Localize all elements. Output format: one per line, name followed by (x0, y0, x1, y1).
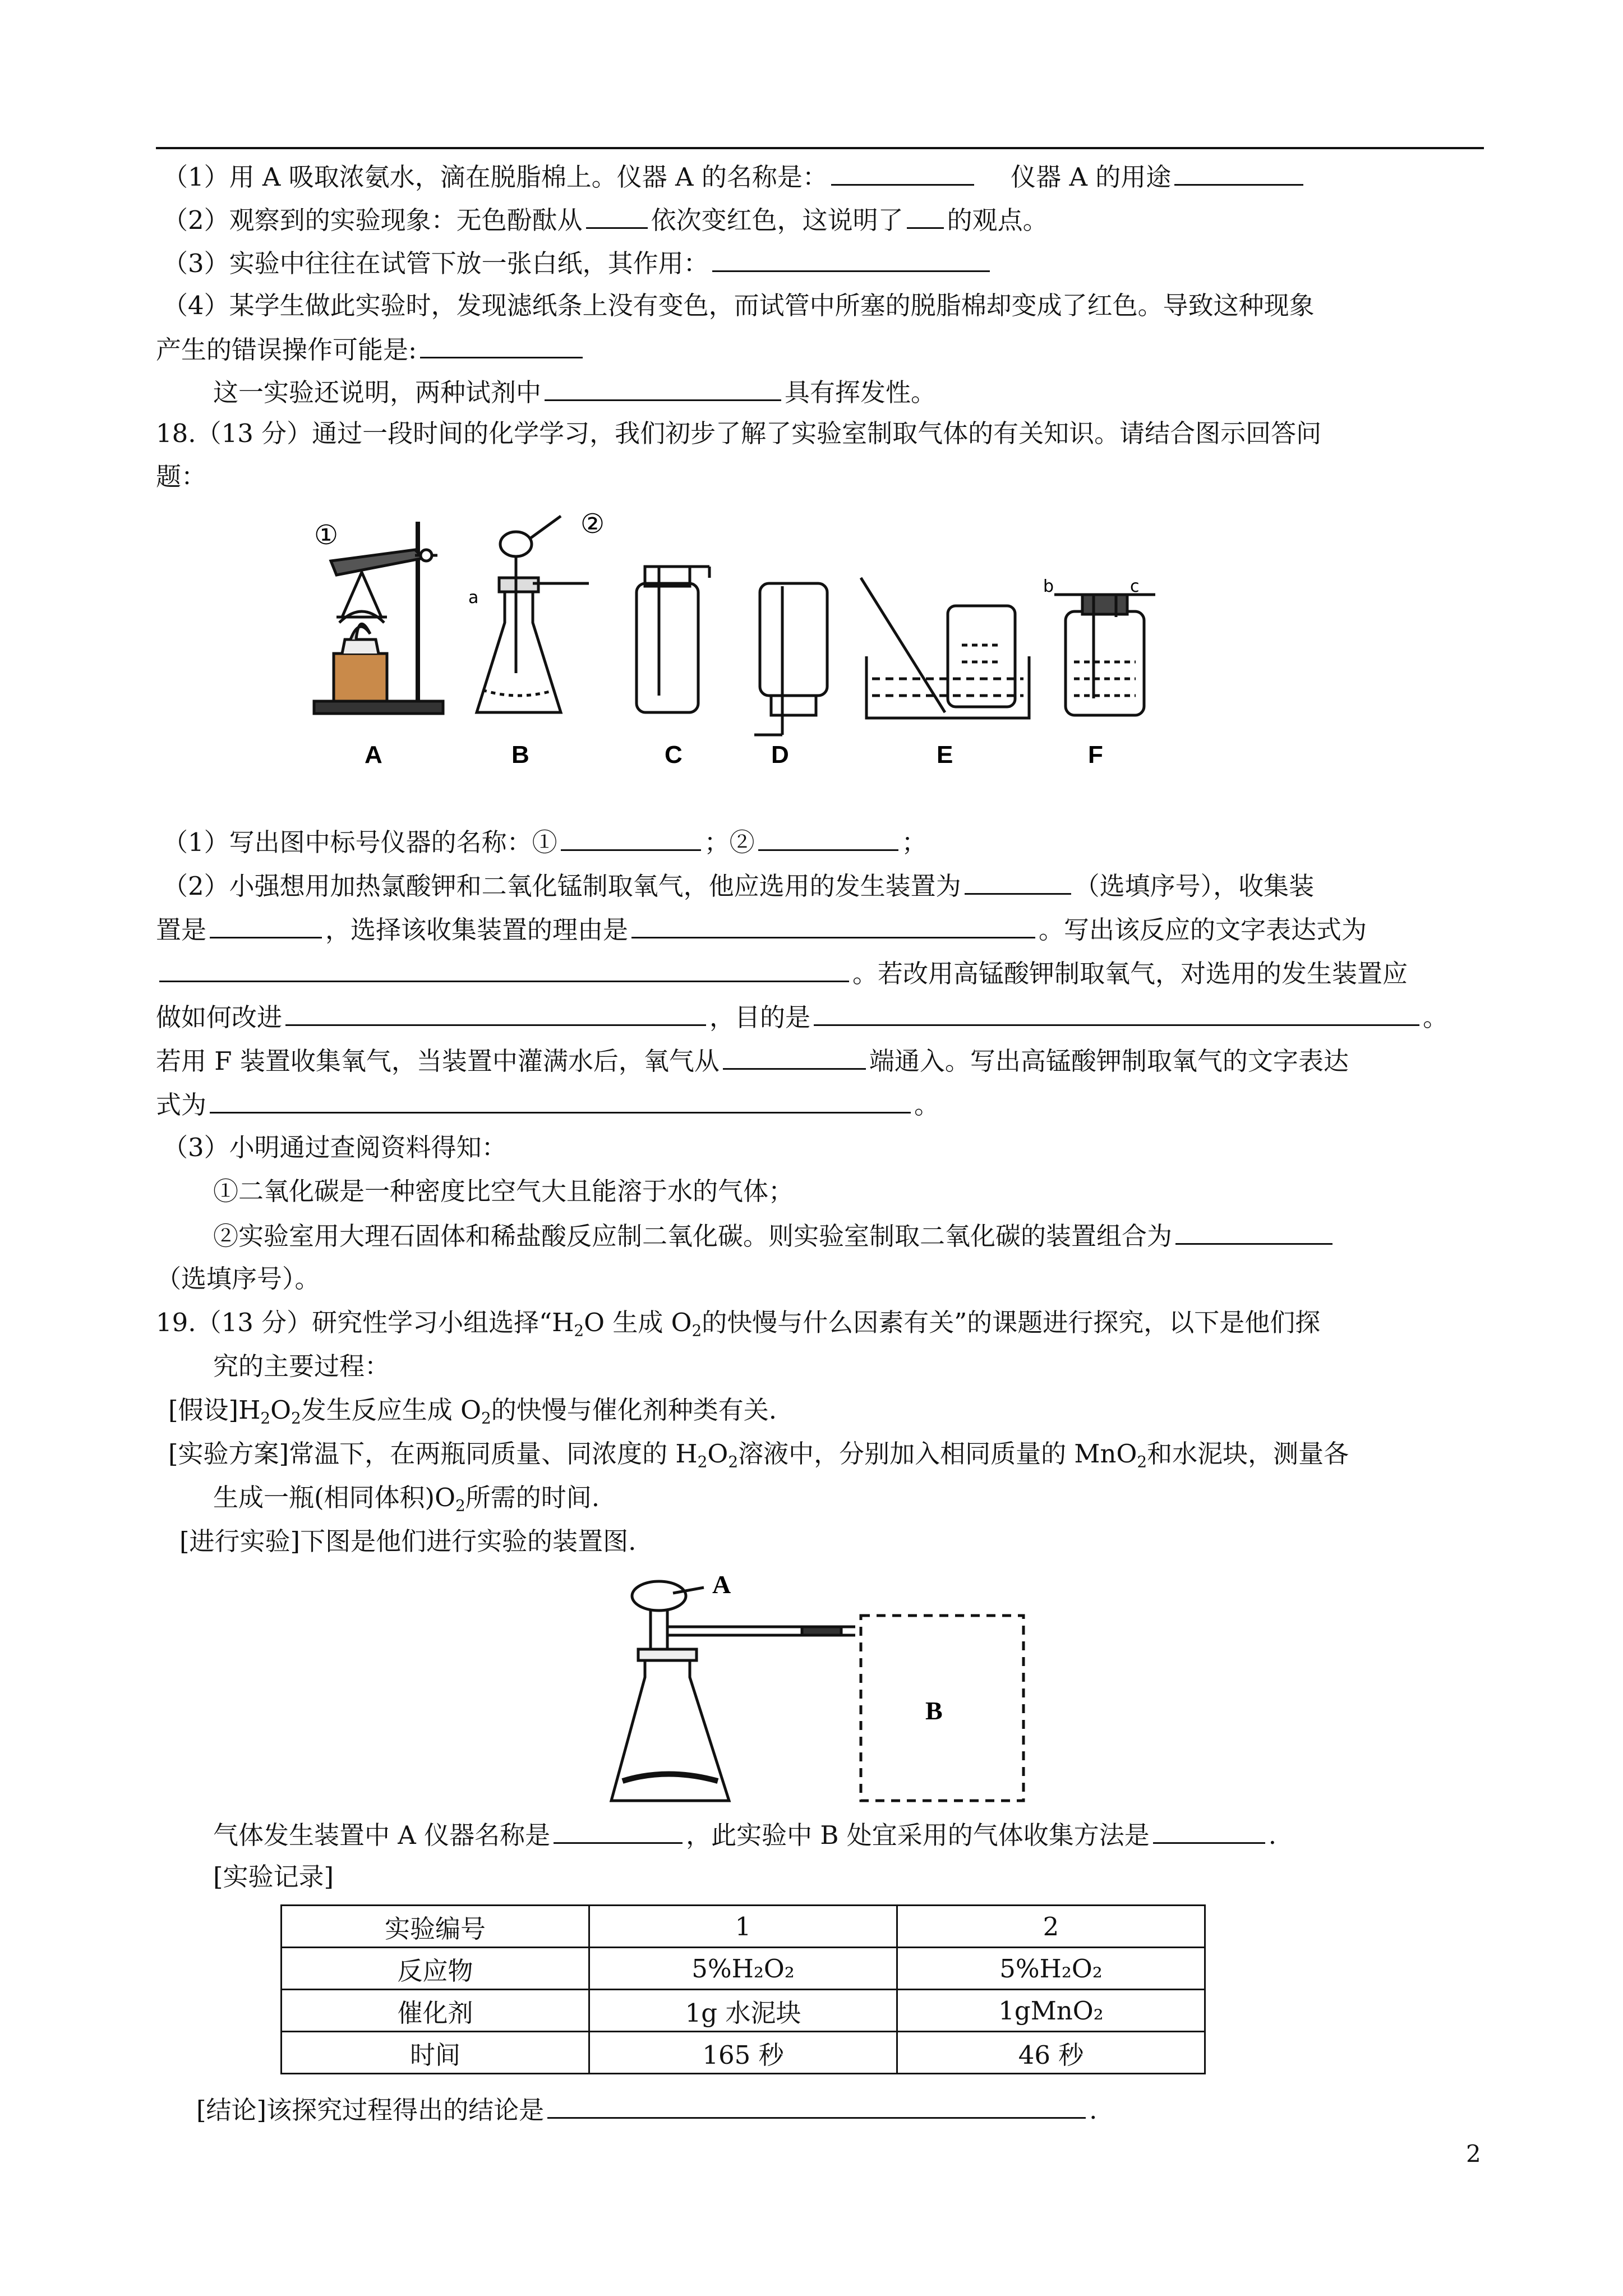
q18-part-2-line-3: 。若改用高锰酸钾制取氧气，对选用的发生装置应 (156, 956, 1408, 991)
q18-part-3-intro: （3）小明通过查阅资料得知： (163, 1133, 507, 1162)
q18-intro-2: 题： (156, 462, 207, 491)
table-cell: 时间 (282, 2032, 589, 2074)
q17-line-4: （4）某学生做此实验时，发现滤纸条上没有变色，而试管中所塞的脱脂棉却变成了红色。导致这种现象 (163, 291, 1315, 320)
table-row (282, 1906, 1205, 1948)
apparatus-e (861, 578, 1029, 718)
q18-part-3-tail: （选填序号）。 (156, 1264, 320, 1294)
table-cell: 5%H₂O₂ (589, 1948, 897, 1990)
answer-blank[interactable] (210, 912, 322, 938)
experiment-record-table (280, 1904, 1206, 2074)
table-cell: 1g 水泥块 (589, 1990, 897, 2032)
answer-blank[interactable] (1175, 1218, 1332, 1245)
answer-blank[interactable] (631, 912, 1035, 938)
label-e: E (937, 741, 953, 769)
table-cell: 反应物 (282, 1948, 589, 1990)
mark-b: b (1043, 577, 1054, 596)
answer-blank[interactable] (723, 1043, 866, 1070)
answer-blank[interactable] (586, 203, 648, 229)
answer-blank[interactable] (545, 375, 781, 401)
q19-hypothesis: [假设]$H_2O_2$发生反应生成 $O_2$的快慢与催化剂种类有关. (168, 1395, 777, 1428)
q18-part-2-line-1: （2）小强想用加热氯酸钾和二氧化锰制取氧气，他应选用的发生装置为 （选填序号），收集装 (163, 868, 1314, 903)
q18-part-2-line-4: 做如何改进 ，目的是 。 (156, 1000, 1448, 1034)
label-d: D (771, 741, 789, 769)
q17-line-3: （3）实验中往往在试管下放一张白纸，其作用： (163, 246, 993, 280)
q18-part-1: （1）写出图中标号仪器的名称：① ；② ； (163, 825, 927, 859)
mark-circled-2: ② (580, 508, 605, 540)
answer-blank[interactable] (758, 825, 898, 851)
answer-blank[interactable] (1174, 159, 1303, 186)
label-b: B (925, 1696, 943, 1725)
table-row (282, 1990, 1205, 2032)
answer-blank[interactable] (1153, 1818, 1265, 1844)
label-a: A (365, 741, 382, 769)
q19-plan-1: [实验方案]常温下，在两瓶同质量、同浓度的 $H_2O_2$溶液中，分别加入相同质量的 MnO$_2$和水泥块，测量各 (168, 1439, 1349, 1471)
table-row (282, 1948, 1205, 1990)
apparatus-figure (303, 505, 1178, 774)
q17-line-2: （2）观察到的实验现象：无色酚酞从 依次变红色，这说明了 的观点。 (163, 203, 1048, 237)
answer-blank[interactable] (814, 1000, 1419, 1026)
q18-part-2-line-2: 置是 ，选择该收集装置的理由是 。写出该反应的文字表达式为 (156, 912, 1367, 947)
q18-part-2-line-5: 若用 F 装置收集氧气，当装置中灌满水后，氧气从 端通入。写出高锰酸钾制取氧气的文字表达 (156, 1043, 1349, 1078)
q19-plan-2: 生成一瓶(相同体积)$O_2$所需的时间. (213, 1483, 600, 1515)
table-cell: 实验编号 (282, 1906, 589, 1948)
answer-blank[interactable] (831, 159, 974, 186)
table-cell: 1gMnO₂ (897, 1990, 1205, 2032)
mark-circled-1: ① (314, 519, 339, 551)
apparatus-c (637, 567, 709, 712)
apparatus-f (1054, 595, 1155, 715)
answer-blank[interactable] (210, 1087, 911, 1114)
q18-part-2-line-6: 式为 。 (156, 1087, 939, 1122)
header-rule (156, 147, 1484, 149)
q19-conclusion: [结论]该探究过程得出的结论是 . (196, 2092, 1097, 2127)
answer-blank[interactable] (285, 1000, 706, 1026)
answer-blank[interactable] (554, 1818, 683, 1844)
q19-intro-2: 究的主要过程： (213, 1351, 390, 1381)
label-c: C (665, 741, 683, 769)
answer-blank[interactable] (561, 825, 701, 851)
label-f: F (1088, 741, 1103, 769)
answer-blank[interactable] (965, 868, 1071, 895)
answer-blank[interactable] (907, 203, 944, 229)
answer-blank[interactable] (420, 332, 583, 358)
mark-c: c (1130, 577, 1140, 596)
answer-blank[interactable] (712, 246, 990, 272)
table-cell: 46 秒 (897, 2032, 1205, 2074)
table-row (282, 2032, 1205, 2074)
q18-part-3-fact-1: ①二氧化碳是一种密度比空气大且能溶于水的气体； (213, 1176, 794, 1206)
apparatus-d (754, 583, 827, 735)
q17-line-6: 这一实验还说明，两种试剂中 具有挥发性。 (213, 375, 936, 409)
q19-experiment: [进行实验]下图是他们进行实验的装置图. (179, 1526, 637, 1556)
mark-a: a (468, 588, 479, 608)
table-cell: 2 (897, 1906, 1205, 1948)
label-b: B (511, 741, 529, 769)
q19-intro-1: 19.（13 分）研究性学习小组选择“$H_2O$ 生成 $O_2$的快慢与什么因素有关”的课题进行探究，以下是他们探 (156, 1308, 1321, 1340)
answer-blank[interactable] (547, 2092, 1086, 2119)
q17-line-1: （1）用 A 吸取浓氨水，滴在脱脂棉上。仪器 A 的名称是： 仪器 A 的用途 (163, 159, 1307, 194)
q19-gas-question: 气体发生装置中 A 仪器名称是 ，此实验中 B 处宜采用的气体收集方法是 . (213, 1818, 1276, 1852)
page-number: 2 (1466, 2140, 1481, 2168)
q18-part-3-fact-2: ②实验室用大理石固体和稀盐酸反应制二氧化碳。则实验室制取二氧化碳的装置组合为 (213, 1218, 1336, 1253)
q19-apparatus-figure (606, 1565, 1038, 1812)
table-cell: 165 秒 (589, 2032, 897, 2074)
label-a: A (712, 1570, 731, 1599)
table-cell: 催化剂 (282, 1990, 589, 2032)
q19-record-heading: [实验记录] (213, 1862, 334, 1892)
q17-line-5: 产生的错误操作可能是: (156, 332, 586, 367)
answer-blank[interactable] (159, 956, 849, 982)
table-cell: 1 (589, 1906, 897, 1948)
q18-intro-1: 18.（13 分）通过一段时间的化学学习，我们初步了解了实验室制取气体的有关知识。请结合图示回答问 (156, 418, 1322, 448)
apparatus-b (477, 516, 589, 712)
table-cell: 5%H₂O₂ (897, 1948, 1205, 1990)
